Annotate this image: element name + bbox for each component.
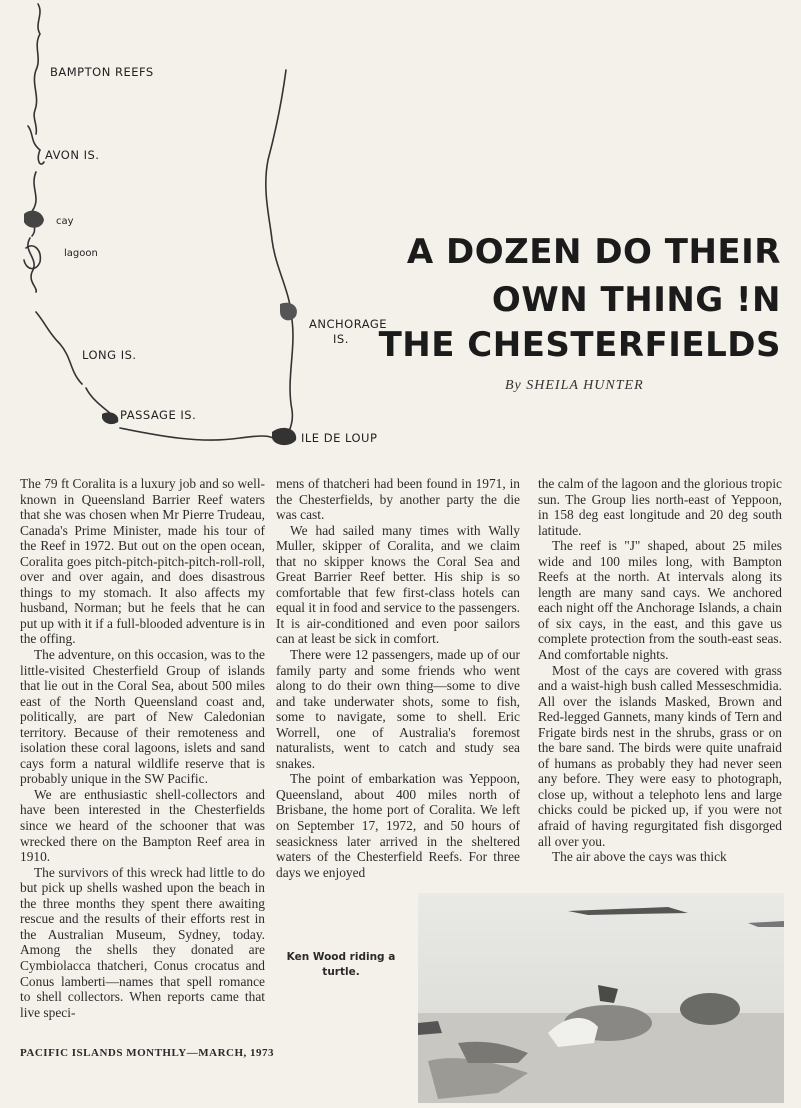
column-3-paragraph: The air above the cays was thick — [552, 849, 727, 865]
cay-islet — [24, 211, 44, 228]
map-label-avon-island: AVON IS. — [45, 148, 100, 162]
long-reef-outline — [36, 312, 82, 384]
headline-line-3: THE CHESTERFIELDS — [378, 325, 781, 365]
column-3-paragraph: Most of the cays are covered with grass and a waist-high bush called Messeschmidia. All over the islands Masked, Brown and Red-legged Gannets, many kinds of Tern and Frigate birds nest in the shrubs, grass or on the bare sand. The birds were quite unafraid of humans as probably they had never seen any before. They were easy to photograph, close up, without a telephoto lens and large chicks could be picked up, if you were not afraid of having regurgitated fish disgorged all over you. — [538, 662, 782, 849]
column-2-paragraph: The point of embarkation was Yeppoon, Queensland, about 400 miles north of Brisbane, the home port of Coralita. We left on September 17, 1972, and 50 hours of seasickness later arrived in the sheltered waters of the Chesterfield Reefs. For three days we enjoyed — [276, 771, 520, 880]
page-footer: PACIFIC ISLANDS MONTHLY—MARCH, 1973 — [20, 1047, 275, 1059]
column-1-paragraph: We are enthusiastic shell-collectors and have been interested in the Chesterfields since we heard of the schooner that was wrecked there on the Bampton Reef area in 1910. — [20, 786, 265, 865]
map-label-long-island: LONG IS. — [82, 348, 137, 362]
headline-line-1: A DOZEN DO THEIR — [406, 232, 781, 272]
column-1-paragraph: The 79 ft Coralita is a luxury job and so well-known in Queensland Barrier Reef waters that she was chosen when Mr Pierre Trudeau, Canada's Prime Minister, made his tour of the Reef in 1972. But out on the open ocean, Coralita goes pitch-pitch-pitch-pitch-roll-roll, over and over again, and does disastrous things to my stomach. It also affects my husband, Norman; but he feels that he can put up with it if a full-blooded adventure is in the offing. — [20, 476, 265, 647]
turtle-photo-drawing — [418, 893, 784, 1103]
column-3-paragraph: The reef is "J" shaped, about 25 miles wide and 100 miles long, with Bampton Reefs at the north. At intervals along its length are many sand cays. We anchored each night off the Anchorage Islands, a chain of six cays, in the east, and this gave us complete protection from the south-east seas. And comfortable nights. — [538, 538, 782, 663]
column-2-paragraph: We had sailed many times with Wally Muller, skipper of Coralita, and we claim that no skipper knows the Coral Sea and Great Barrier Reef better. His ship is so comfortable that few first-class hotels can equal it in food and service to the passengers. It is air-conditioned and even poor sailors can at least be sick in comfort. — [276, 522, 520, 647]
map-label-lagoon: lagoon — [64, 248, 98, 259]
loup-islet — [272, 428, 296, 445]
column-2-paragraph: mens of thatcheri had been found in 1971, in the Chesterfields, by another party the die was cast. — [276, 476, 520, 523]
map-label-anchorage: ANCHORAGE — [309, 317, 388, 331]
photo-caption: Ken Wood riding a turtle. — [286, 951, 396, 978]
map-label-cay: cay — [56, 216, 74, 227]
east-reef-outline — [266, 70, 293, 440]
bampton-reef-outline — [34, 4, 40, 134]
headline-line-2: OWN THING !N — [491, 280, 781, 320]
article-column-1 — [20, 476, 265, 1020]
southern-reef-outline — [120, 428, 276, 440]
column-1-paragraph: The survivors of this wreck had little to do but pick up shells washed upon the beach in the three months they spent there awaiting rescue and the results of their efforts rest in the Australian Museum, Sydney, today. Among the shells they donated are Cymbiolacca thatcheri, Conus crocatus and Conus lamberti—names that spell romance to shell collectors. When reports came that live speci- — [20, 864, 265, 1020]
article-column-3 — [538, 476, 782, 865]
map-label-bampton-reefs: BAMPTON REEFS — [50, 65, 154, 79]
map-label-anchorage-is: IS. — [333, 332, 349, 346]
passage-islet — [102, 412, 118, 424]
turtle-photo — [418, 893, 784, 1103]
anchorage-islet — [280, 303, 297, 321]
map-label-passage-island: PASSAGE IS. — [120, 408, 197, 422]
column-2-paragraph: There were 12 passengers, made up of our family party and some friends who went along to do their own thing—some to dive and take underwater shots, some to fish, some to navigate, some to shell. Eric Worrell, one of Australia's foremost naturalists, went to catch and study sea snakes. — [276, 647, 520, 771]
column-3-paragraph: the calm of the lagoon and the glorious tropic sun. The Group lies north-east of Yeppoon, in 158 deg east longitude and 20 deg south latitude. — [538, 476, 782, 538]
map-label-ile-de-loup: ILE DE LOUP — [301, 431, 378, 445]
column-1-paragraph: The adventure, on this occasion, was to the little-visited Chesterfield Group of islands that lie out in the Coral Sea, about 500 miles east of the North Queensland coast and, politically, are part of New Caledonian territory. Because of their remoteness and isolation these coral lagoons, islets and sand cays form a natural wildlife reserve that is probably unique in the SW Pacific. — [20, 647, 265, 787]
article-column-2 — [276, 476, 520, 880]
byline: By SHEILA HUNTER — [505, 378, 644, 393]
